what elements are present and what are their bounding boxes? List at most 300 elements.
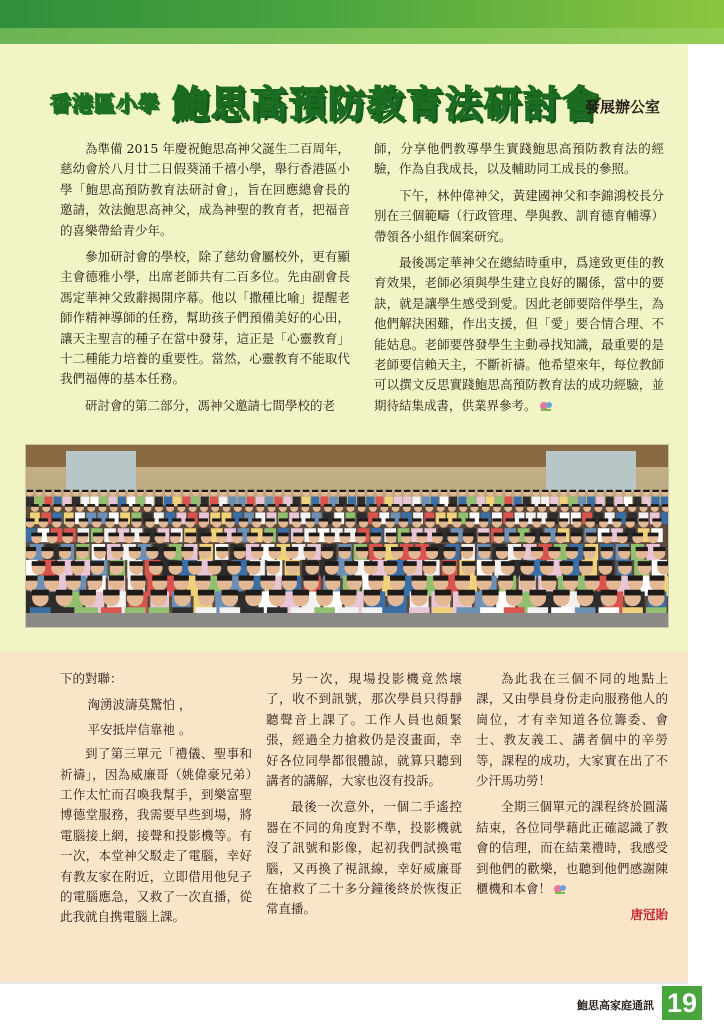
person-hair (358, 504, 366, 507)
person-hair (129, 561, 143, 566)
person-hair (62, 533, 73, 537)
person-hair (247, 561, 261, 566)
person-hair (520, 561, 534, 566)
person-hair (386, 490, 392, 492)
person-hair (459, 490, 465, 492)
person-hair (170, 533, 181, 537)
person-hair (199, 547, 211, 551)
end-mark-icon (553, 883, 567, 895)
person-hair (662, 504, 668, 507)
person-hair (169, 561, 183, 566)
person-hair (131, 575, 146, 580)
person-hair (367, 490, 373, 492)
person-hair (437, 504, 445, 507)
person-hair (618, 561, 632, 566)
person-hair (309, 533, 320, 537)
person-hair (227, 561, 241, 566)
person-hair (216, 547, 228, 551)
person-hair (442, 561, 456, 566)
person-hair (312, 490, 318, 492)
article-title: 鮑思高預防教育法研討會 (172, 83, 601, 126)
author-name: 唐冠貽 (630, 907, 668, 923)
person-hair (376, 490, 382, 492)
person-hair (487, 490, 493, 492)
person-hair (149, 561, 163, 566)
person-hair (425, 504, 433, 507)
person-hair (32, 561, 46, 566)
person-hair (139, 533, 150, 537)
person-hair (155, 533, 166, 537)
person-hair (546, 518, 555, 521)
person-hair (441, 490, 447, 492)
couplet-line: 洶湧波濤莫驚怕 ， (87, 697, 192, 713)
person-hair (220, 490, 226, 492)
person-hair (458, 590, 474, 596)
person-hair (417, 533, 428, 537)
person-hair (325, 561, 339, 566)
person-hair (520, 575, 535, 580)
person-hair (144, 504, 152, 507)
article-subtitle: 香港區小學 (50, 92, 160, 116)
person-hair (435, 590, 451, 596)
person-hair (93, 533, 104, 537)
person-hair (156, 490, 162, 492)
group-photo-illustration (26, 445, 668, 627)
person-hair (579, 490, 585, 492)
person-hair (234, 504, 242, 507)
person-hair (548, 547, 560, 551)
person-hair (128, 490, 134, 492)
person-hair (52, 518, 61, 521)
person-hair (372, 518, 381, 521)
person-hair (648, 533, 659, 537)
person-hair (652, 518, 661, 521)
person-hair (100, 490, 106, 492)
person-hair (506, 590, 522, 596)
person-hair (324, 533, 335, 537)
person-hair (514, 490, 520, 492)
person-hair (561, 504, 569, 507)
person-hair (119, 518, 128, 521)
person-hair (306, 518, 315, 521)
person-hair (516, 504, 524, 507)
person-hair (412, 518, 421, 521)
person-hair (531, 547, 543, 551)
person-hair (422, 490, 428, 492)
person-hair (404, 490, 410, 492)
person-hair (185, 518, 194, 521)
person-hair (108, 533, 119, 537)
person-hair (294, 490, 300, 492)
person-hair (634, 490, 640, 492)
person-hair (426, 547, 438, 551)
person-hair (239, 575, 254, 580)
person-hair (413, 490, 419, 492)
person-hair (293, 533, 304, 537)
group-photo (25, 444, 669, 628)
person-hair (109, 575, 124, 580)
paragraph: 為此我在三個不同的地點上課，又由學員身份走向服務他人的崗位，才有幸知道各位籌委、會士、教友義工、講者個中的辛勞等，課程的成功，大家實在出了不少汗馬功勞！ (476, 671, 668, 789)
person-hair (347, 504, 355, 507)
person-hair (265, 518, 274, 521)
person-hair (174, 575, 189, 580)
person-hair (76, 504, 84, 507)
person-hair (471, 504, 479, 507)
person-hair (494, 533, 505, 537)
header-light-band (0, 28, 724, 44)
person-hair (208, 561, 222, 566)
person-hair (27, 490, 33, 492)
person-hair (577, 590, 593, 596)
person-hair (501, 561, 515, 566)
person-hair (347, 575, 362, 580)
person-hair (364, 561, 378, 566)
person-hair (566, 547, 578, 551)
article-column-2 (374, 139, 664, 422)
person-hair (305, 561, 319, 566)
person-hair (455, 575, 470, 580)
person-hair (304, 575, 319, 580)
person-hair (256, 504, 264, 507)
person-hair (355, 533, 366, 537)
person-hair (257, 490, 263, 492)
person-hair (356, 547, 368, 551)
person-hair (292, 518, 301, 521)
person-hair (386, 533, 397, 537)
person-hair (478, 547, 490, 551)
person-hair (570, 490, 576, 492)
person-hair (185, 533, 196, 537)
person-hair (94, 547, 106, 551)
person-hair (82, 490, 88, 492)
person-hair (586, 518, 595, 521)
person-hair (301, 504, 309, 507)
story-column-1 (60, 669, 252, 934)
end-mark-icon (539, 400, 553, 412)
person-hair (64, 490, 70, 492)
person-hair (540, 561, 554, 566)
person-hair (65, 504, 73, 507)
person-hair (653, 547, 665, 551)
person-hair (386, 518, 395, 521)
person-hair (463, 533, 474, 537)
person-hair (374, 547, 386, 551)
page-number: 19 (662, 986, 702, 1020)
person-hair (403, 504, 411, 507)
person-hair (395, 490, 401, 492)
person-hair (245, 590, 261, 596)
person-hair (640, 504, 648, 507)
person-hair (447, 533, 458, 537)
person-hair (278, 533, 289, 537)
person-hair (211, 490, 217, 492)
person-hair (423, 561, 437, 566)
person-hair (380, 504, 388, 507)
person-hair (606, 490, 612, 492)
person-hair (31, 533, 42, 537)
person-hair (212, 518, 221, 521)
title-block (50, 74, 690, 130)
person-hair (151, 590, 167, 596)
person-hair (479, 518, 488, 521)
person-hair (275, 490, 281, 492)
department-label: 發展辦公室 (584, 98, 660, 116)
person-hair (638, 561, 652, 566)
person-hair (432, 490, 438, 492)
person-hair (572, 504, 580, 507)
person-hair (262, 533, 273, 537)
person-hair (538, 504, 546, 507)
person-hair (632, 533, 643, 537)
publication-name: 鮑思高家庭通訊 (577, 999, 654, 1012)
person-hair (390, 575, 405, 580)
person-hair (172, 518, 181, 521)
person-hair (492, 518, 501, 521)
person-hair (199, 518, 208, 521)
person-hair (392, 504, 400, 507)
paragraph: 另一次，現場投影機竟然壞了，收不到訊號，那次學員只得靜聽聲音上課了。工作人員也頗緊張，經過全力搶救仍是沒畫面，幸好各位同學都很體諒，就算只聽到講者的講解，大家也沒有投訴。 (266, 671, 462, 789)
person-hair (266, 561, 280, 566)
person-hair (251, 547, 263, 551)
person-hair (509, 533, 520, 537)
person-hair (330, 490, 336, 492)
person-hair (290, 504, 298, 507)
person-hair (439, 518, 448, 521)
paragraph (374, 253, 664, 416)
person-hair (504, 504, 512, 507)
person-hair (553, 590, 569, 596)
person-hair (649, 575, 664, 580)
person-hair (42, 504, 50, 507)
person-hair (628, 575, 643, 580)
person-hair (152, 575, 167, 580)
person-hair (452, 518, 461, 521)
person-hair (560, 561, 574, 566)
person-hair (588, 490, 594, 492)
person-hair (44, 575, 59, 580)
couplet-line: 平安抵岸信靠祂 。 (87, 721, 192, 737)
paragraph-text: 最後馮定華神父在總結時重申，爲達致更佳的教育效果，老師必須與學生建立良好的關係，當中的要訣，就是讓學生感受到愛。因此老師要陪伴學生，為他們解決困難，作出支援，但「愛」要合情合理、不能姑息。老師要啓發學生主動尋找知識，最重要的是老師要信賴天主，不斷祈禱。他希望來年，每位教師可以撰文反思實踐鮑思高預防教育法的成功經驗，並期待結集成書，供業界參考。 (374, 255, 664, 413)
person-hair (324, 504, 332, 507)
person-hair (279, 518, 288, 521)
person-hair (325, 575, 340, 580)
paragraph: 為準備 2015 年慶祝鮑思高神父誕生二百周年，慈幼會於八月廿二日假葵涌千禧小學，舉行香港區小學「鮑思高預防教育法研討會」，旨在回應總會長的邀請，效法鮑思高神父，成為神聖的教育者，把福音的喜樂帶給青少年。 (60, 141, 350, 238)
person-hair (229, 490, 235, 492)
person-hair (166, 504, 174, 507)
person-hair (399, 518, 408, 521)
person-hair (412, 575, 427, 580)
person-hair (146, 490, 152, 492)
person-hair (433, 575, 448, 580)
person-hair (594, 504, 602, 507)
person-hair (618, 547, 630, 551)
footer-divider (0, 982, 688, 984)
person-hair (252, 518, 261, 521)
person-hair (579, 561, 593, 566)
person-hair (597, 490, 603, 492)
person-hair (551, 490, 557, 492)
person-hair (652, 490, 658, 492)
person-hair (234, 547, 246, 551)
person-hair (181, 547, 193, 551)
person-hair (617, 504, 625, 507)
person-hair (524, 490, 530, 492)
person-hair (572, 518, 581, 521)
person-hair (266, 490, 272, 492)
person-hair (79, 518, 88, 521)
person-hair (626, 518, 635, 521)
person-hair (222, 590, 238, 596)
person-hair (616, 490, 622, 492)
person-hair (606, 575, 621, 580)
person-hair (56, 590, 72, 596)
story-column-3 (476, 669, 668, 932)
person-hair (192, 490, 198, 492)
person-hair (45, 490, 51, 492)
person-hair (340, 533, 351, 537)
person-hair (477, 575, 492, 580)
person-hair (245, 504, 253, 507)
person-hair (66, 575, 81, 580)
person-hair (625, 490, 631, 492)
article-column-1 (60, 139, 350, 422)
paragraph: 到了第三單元「禮儀、聖事和祈禱」，因為威廉哥（姚偉豪兄弟）工作太忙而召喚我幫手，到樂富聖博德堂服務，我需要早些到場，將電腦接上網，接聲和投影機等。有一次，本堂神父駁走了電腦，幸好有教友家在附近，立即借用他兒子的電腦應急，又救了一次直播，從此我就自携電腦上課。 (60, 746, 252, 925)
person-hair (387, 590, 403, 596)
person-hair (606, 504, 614, 507)
person-hair (127, 590, 143, 596)
person-hair (284, 490, 290, 492)
person-hair (110, 504, 118, 507)
person-hair (239, 518, 248, 521)
paragraph-text: 全期三個單元的課程終於圓滿結束，各位同學藉此正確認識了教會的信理，而在結業禮時，我感受到他們的歡樂，也聽到他們感謝陳櫃機和本會！ (476, 799, 668, 897)
person-hair (177, 504, 185, 507)
person-hair (174, 590, 190, 596)
person-hair (586, 533, 597, 537)
person-hair (401, 533, 412, 537)
person-hair (217, 575, 232, 580)
person-hair (279, 504, 287, 507)
person-hair (345, 561, 359, 566)
person-hair (183, 490, 189, 492)
person-hair (560, 490, 566, 492)
person-hair (414, 504, 422, 507)
person-hair (238, 490, 244, 492)
person-hair (468, 490, 474, 492)
person-hair (79, 590, 95, 596)
person-hair (132, 518, 141, 521)
person-hair (505, 490, 511, 492)
person-hair (202, 490, 208, 492)
person-hair (124, 533, 135, 537)
person-hair (482, 590, 498, 596)
person-hair (269, 590, 285, 596)
person-hair (321, 547, 333, 551)
person-hair (601, 590, 617, 596)
person-hair (39, 518, 48, 521)
person-hair (26, 518, 35, 521)
person-hair (268, 504, 276, 507)
person-hair (583, 547, 595, 551)
person-hair (599, 518, 608, 521)
person-hair (92, 518, 101, 521)
person-hair (164, 547, 176, 551)
person-hair (73, 490, 79, 492)
paragraph: 最後一次意外，一個二手遙控器在不同的角度對不準，投影機就沒了訊號和影像，起初我們試換電腦，又再換了視訊線，幸好威廉哥在搶救了二十多分鐘後終於恢復正常直播。 (266, 799, 462, 917)
person-hair (481, 561, 495, 566)
person-hair (137, 490, 143, 492)
person-hair (51, 561, 65, 566)
person-hair (26, 547, 36, 551)
person-hair (216, 533, 227, 537)
person-hair (90, 561, 104, 566)
person-hair (119, 490, 125, 492)
person-hair (585, 575, 600, 580)
person-hair (448, 504, 456, 507)
paragraph: 下的對聯： (60, 671, 123, 686)
person-hair (530, 590, 546, 596)
person-hair (54, 490, 60, 492)
person-hair (391, 547, 403, 551)
person-hair (41, 547, 53, 551)
person-hair (478, 533, 489, 537)
person-hair (282, 575, 297, 580)
person-hair (155, 504, 163, 507)
paragraph: 參加研討會的學校，除了慈幼會屬校外，更有顯主會德雅小學，出席老師共有二百多位。先由副會長馮定華神父致辭揭開序幕。他以「撒種比喻」提醒老師作精神導師的任務，幫助孩子們預備美好的心田，讓天主聖言的種子在當中發芽，這正是「心靈教育」十二種能力培養的重要性。當然，心靈教育不能取代我們福傳的基本任務。 (60, 249, 350, 387)
person-hair (369, 504, 377, 507)
person-hair (293, 590, 309, 596)
person-hair (498, 575, 513, 580)
person-hair (519, 518, 528, 521)
person-hair (527, 504, 535, 507)
person-hair (121, 504, 129, 507)
person-hair (384, 561, 398, 566)
person-hair (332, 518, 341, 521)
person-hair (612, 518, 621, 521)
person-hair (493, 504, 501, 507)
person-hair (99, 504, 107, 507)
person-hair (269, 547, 281, 551)
person-hair (71, 561, 85, 566)
person-hair (601, 547, 613, 551)
person-hair (32, 590, 48, 596)
person-hair (540, 533, 551, 537)
person-hair (110, 561, 124, 566)
paragraph: 研討會的第二部分，馮神父邀請七間學校的老 (85, 397, 336, 413)
person-hair (571, 533, 582, 537)
person-hair (26, 575, 38, 580)
person-hair (651, 504, 659, 507)
person-hair (248, 490, 254, 492)
person-hair (335, 504, 343, 507)
person-hair (443, 547, 455, 551)
person-hair (316, 590, 332, 596)
person-hair (403, 561, 417, 566)
person-hair (411, 590, 427, 596)
person-hair (450, 490, 456, 492)
person-hair (225, 518, 234, 521)
person-hair (286, 547, 298, 551)
person-hair (223, 504, 231, 507)
person-hair (602, 533, 613, 537)
person-hair (87, 504, 95, 507)
person-hair (524, 533, 535, 537)
person-hair (146, 547, 158, 551)
person-hair (513, 547, 525, 551)
person-hair (340, 590, 356, 596)
person-hair (533, 490, 539, 492)
person-hair (304, 547, 316, 551)
person-hair (165, 490, 171, 492)
